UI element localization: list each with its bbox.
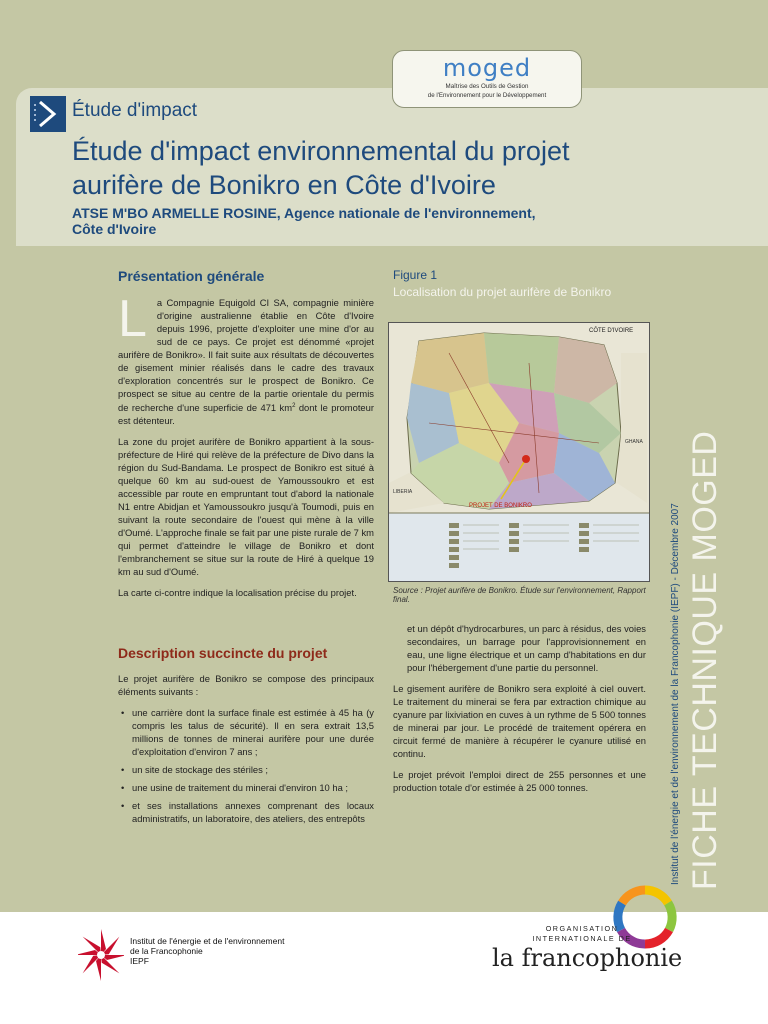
paragraph: La zone du projet aurifère de Bonikro appartient à la sous-préfecture de Hiré qui relève de la préfecture de Divo dans la région du Sud-Bandama. Le prospect de Bonikro est situé à quelque 60 km au sud-ouest de Yamoussoukro et est accessible par route en empruntant tout d'abord la nationale N1 entre Abidjan et Yamoussoukro jusqu'à Toumodi, puis en suivant la route secondaire de l'ouest qui mène à la ville d'Oumé. L'approche finale se fait par une piste rurale de 7 km qui permet d'atteindre le village de Bonikro et dont l'embranchement se situe sur la route de Hiré à quelque 19 km au sud d'Oumé. bbox=[118, 436, 374, 578]
paragraph: Le gisement aurifère de Bonikro sera exploité à ciel ouvert. Le traitement du minerai se fera par extraction chimique au cyanure par lixiviation en cuves à un rythme de 5 500 tonnes de minerai par jour. Le procédé de traitement opérera en circuit fermé de manière à récupérer le cyanure utilisé en continu. bbox=[393, 683, 646, 759]
oif-line-1: ORGANISATION bbox=[545, 924, 619, 933]
paragraph: Le projet prévoit l'emploi direct de 255 personnes et une production totale d'or estimée à 25 000 tonnes. bbox=[393, 769, 646, 793]
map-title: CÔTE D'IVOIRE bbox=[589, 328, 634, 334]
section-kicker: Étude d'impact bbox=[72, 100, 198, 121]
fiche-technique-vertical-title: FICHE TECHNIQUE MOGED bbox=[686, 430, 724, 890]
page-title-line-1: Étude d'impact environnemental du projet bbox=[72, 136, 570, 166]
section-title-description: Description succincte du projet bbox=[118, 645, 328, 661]
iepf-line-1: Institut de l'énergie et de l'environnement bbox=[130, 936, 285, 946]
paragraph-text: a Compagnie Equigold CI SA, compagnie minière d'origine australienne établie en Côte d'Ivoire depuis 1996, projette d'exploiter une mine d'or au sud de ce pays. Ce projet est dénommé «projet aurifère de Bonikro». Il fait suite aux résultats de découvertes de gisement minier réalisés dans le cadre des travaux d'exploration concentrés sur le prospect de Bonikro. Ce prospect se situe au centre de la partie orientale du permis de recherche d'une superficie de 471 km bbox=[118, 297, 374, 414]
institute-vertical-text: Institut de l'énergie et de l'environnement de la Francophonie (IEPF) - Décembre 2007 bbox=[670, 503, 681, 885]
paragraph-text-end: dont le promoteur est détenteur. bbox=[118, 402, 374, 427]
list-item: • une carrière dont la surface finale est estimée à 45 ha (y compris les talus de sécurité). Il en sera extrait 13,5 millions de tonnes de minerai aurifère pour une durée d'exploitation d'environ 7 ans ; bbox=[118, 706, 374, 758]
list-item: • et ses installations annexes comprenant des locaux administratifs, un laboratoire, des ateliers, des entrepôts bbox=[118, 799, 374, 825]
iepf-logo-block bbox=[78, 925, 338, 985]
oif-name: la francophonie bbox=[492, 944, 683, 972]
oif-line-2: INTERNATIONALE DE bbox=[532, 934, 632, 943]
oif-heading bbox=[522, 924, 642, 944]
iepf-line-3: IEPF bbox=[130, 956, 149, 966]
moged-tagline-1: Maîtrise des Outils de Gestion bbox=[445, 83, 529, 90]
location-map bbox=[388, 322, 650, 582]
iepf-name bbox=[130, 936, 284, 966]
author-affiliation: Agence nationale de l'environnement, bbox=[280, 205, 536, 221]
moged-logo-name: moged bbox=[442, 54, 532, 82]
author-name: ATSE M'BO ARMELLE ROSINE, bbox=[72, 205, 281, 221]
moged-tagline-2: de l'Environnement pour le Développement bbox=[427, 92, 547, 99]
chevron-right-icon bbox=[30, 96, 66, 132]
paragraph bbox=[118, 290, 374, 427]
francophonie-logo bbox=[490, 876, 690, 986]
figure-caption: Localisation du projet aurifère de Bonikro bbox=[393, 285, 612, 299]
iepf-star-icon bbox=[78, 925, 124, 985]
list-item: • un site de stockage des stériles ; bbox=[118, 763, 374, 776]
map-label-ghana: GHANA bbox=[625, 439, 643, 445]
list-continuation: et un dépôt d'hydrocarbures, un parc à résidus, des voies secondaires, un barrage pour l'approvisionnement en eau, une ligne électrique et un camp d'habitations en dur pour l'hébergement d'une partie du personnel. bbox=[407, 623, 646, 673]
element-list bbox=[118, 706, 374, 825]
iepf-line-2: de la Francophonie bbox=[130, 946, 203, 956]
page-title bbox=[72, 134, 672, 202]
right-column bbox=[393, 622, 646, 802]
page-title-line-2: aurifère de Bonikro en Côte d'Ivoire bbox=[72, 170, 496, 200]
description-column bbox=[118, 672, 374, 830]
map-label-liberia: LIBERIA bbox=[393, 489, 413, 495]
moged-logo bbox=[392, 50, 582, 108]
paragraph: Le projet aurifère de Bonikro se compose des principaux éléments suivants : bbox=[118, 673, 374, 697]
figure-source: Source : Projet aurifère de Bonikro. Étude sur l'environnement, Rapport final. bbox=[393, 586, 646, 604]
presentation-column bbox=[118, 290, 374, 607]
section-title-presentation: Présentation générale bbox=[118, 268, 265, 284]
list-item: • une usine de traitement du minerai d'environ 10 ha ; bbox=[118, 781, 374, 794]
figure-label: Figure 1 bbox=[393, 268, 438, 282]
author-affiliation-country: Côte d'Ivoire bbox=[72, 221, 157, 237]
map-marker-label: PROJET DE BONIKRO bbox=[469, 503, 532, 509]
superscript: 2 bbox=[292, 403, 296, 409]
paragraph: La carte ci-contre indique la localisation précise du projet. bbox=[118, 587, 357, 599]
drop-cap: L bbox=[118, 290, 147, 348]
author-line bbox=[72, 205, 652, 237]
